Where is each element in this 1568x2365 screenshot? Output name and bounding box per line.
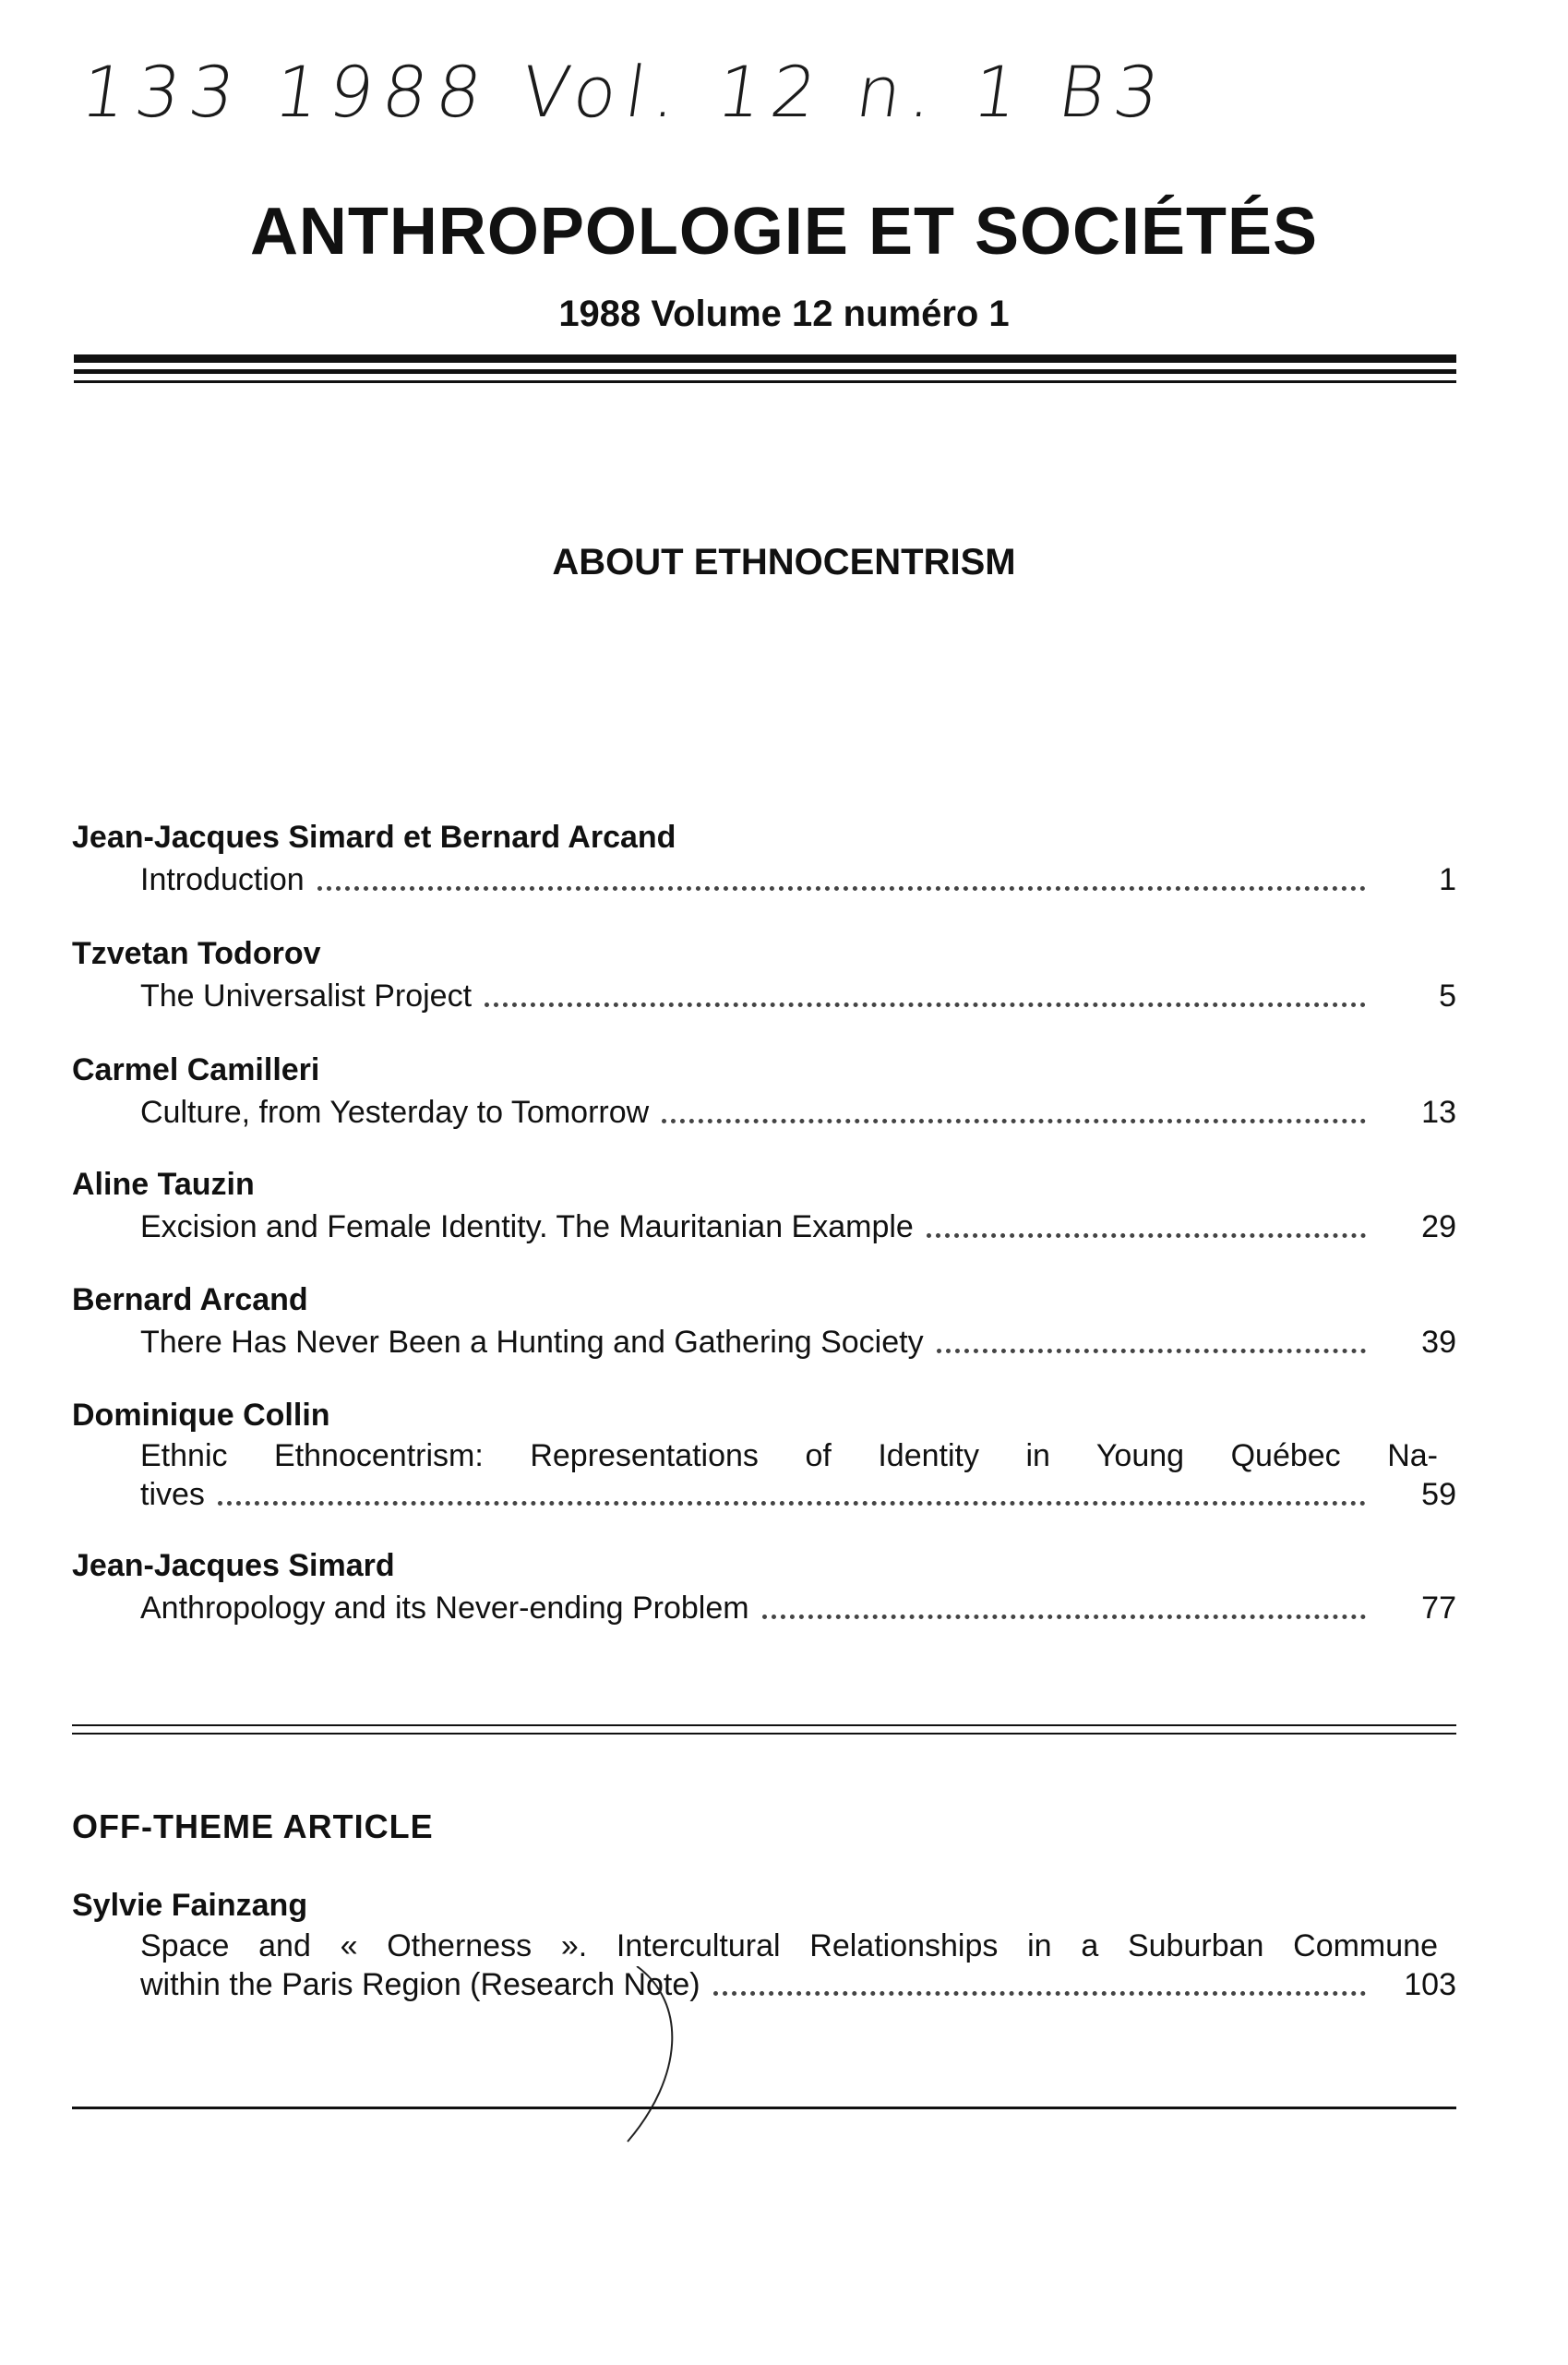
- off-theme-heading: OFF-THEME ARTICLE: [72, 1807, 434, 1845]
- header-rule-mid: [74, 369, 1456, 374]
- entry-author: Tzvetan Todorov: [72, 936, 321, 971]
- entry-page-number: 77: [1421, 1591, 1456, 1626]
- dot-leader: [662, 1119, 1366, 1123]
- dot-leader: [927, 1233, 1366, 1238]
- toc-entry: [72, 818, 1456, 899]
- pen-stroke-mark: [600, 1966, 711, 2151]
- entry-author: Sylvie Fainzang: [72, 1888, 308, 1923]
- entry-title: Space and « Otherness ». Intercultural Relationships in a Suburban Commune: [140, 1928, 1438, 1963]
- entry-author: Jean-Jacques Simard et Bernard Arcand: [72, 820, 676, 855]
- header-rule-thick: [74, 354, 1456, 363]
- entry-title-row[interactable]: [140, 1589, 1456, 1627]
- dot-leader: [218, 1501, 1366, 1506]
- entry-title: The Universalist Project: [140, 978, 473, 1014]
- entry-title-row[interactable]: [140, 1965, 1456, 2004]
- toc-entry: [72, 934, 1456, 1015]
- theme-heading: ABOUT ETHNOCENTRISM: [552, 542, 1016, 582]
- entry-author: Dominique Collin: [72, 1398, 330, 1433]
- entry-title-continued: within the Paris Region (Research Note): [140, 1967, 700, 2002]
- entry-page-number: 103: [1404, 1967, 1456, 2002]
- toc-entry: [72, 1396, 1456, 1514]
- journal-title: ANTHROPOLOGIE ET SOCIÉTÉS: [249, 195, 1319, 269]
- entry-page-number: 59: [1421, 1477, 1456, 1512]
- entry-title-row[interactable]: [140, 1475, 1456, 1514]
- entry-title: Introduction: [140, 862, 305, 897]
- dot-leader: [485, 1002, 1366, 1007]
- header-rule-bottom: [74, 380, 1456, 383]
- entry-author: Carmel Camilleri: [72, 1052, 320, 1087]
- entry-title-row[interactable]: [140, 1093, 1456, 1132]
- toc-entry: [72, 1886, 1456, 2004]
- entry-page-number: 29: [1421, 1209, 1456, 1244]
- entry-title-row[interactable]: [140, 1323, 1456, 1362]
- issue-line: 1988 Volume 12 numéro 1: [558, 294, 1010, 334]
- entry-page-number: 13: [1421, 1095, 1456, 1130]
- dot-leader: [713, 1991, 1366, 1996]
- dot-leader: [762, 1615, 1366, 1619]
- entry-title: There Has Never Been a Hunting and Gathering Society: [140, 1325, 924, 1360]
- toc-entry: [72, 1050, 1456, 1132]
- entry-author: Bernard Arcand: [72, 1282, 308, 1317]
- dot-leader: [317, 886, 1366, 891]
- entry-title-row[interactable]: [140, 860, 1456, 899]
- entry-page-number: 39: [1421, 1325, 1456, 1360]
- entry-title: Ethnic Ethnocentrism: Representations of Identity in Young Québec Na-: [140, 1438, 1438, 1473]
- toc-entry: [72, 1165, 1456, 1246]
- entry-author: Aline Tauzin: [72, 1167, 255, 1202]
- entry-title-row[interactable]: [140, 977, 1456, 1015]
- toc-entry: [72, 1546, 1456, 1627]
- entry-title: Anthropology and its Never-ending Problem: [140, 1591, 749, 1626]
- section-rule-top: [72, 1724, 1456, 1726]
- entry-page-number: 1: [1439, 862, 1456, 897]
- entry-author: Jean-Jacques Simard: [72, 1548, 395, 1583]
- dot-leader: [937, 1349, 1366, 1353]
- section-rule-bottom: [72, 1733, 1456, 1735]
- toc-entry: [72, 1280, 1456, 1362]
- entry-title: Culture, from Yesterday to Tomorrow: [140, 1095, 650, 1130]
- entry-page-number: 5: [1439, 978, 1456, 1014]
- handwritten-call-number: 133 1988 Vol. 12 n. 1 B3: [76, 51, 1174, 133]
- entry-title-continued: tives: [140, 1477, 205, 1512]
- footer-rule: [72, 2107, 1456, 2109]
- entry-title-row[interactable]: [140, 1207, 1456, 1246]
- entry-title: Excision and Female Identity. The Mauritanian Example: [140, 1209, 914, 1244]
